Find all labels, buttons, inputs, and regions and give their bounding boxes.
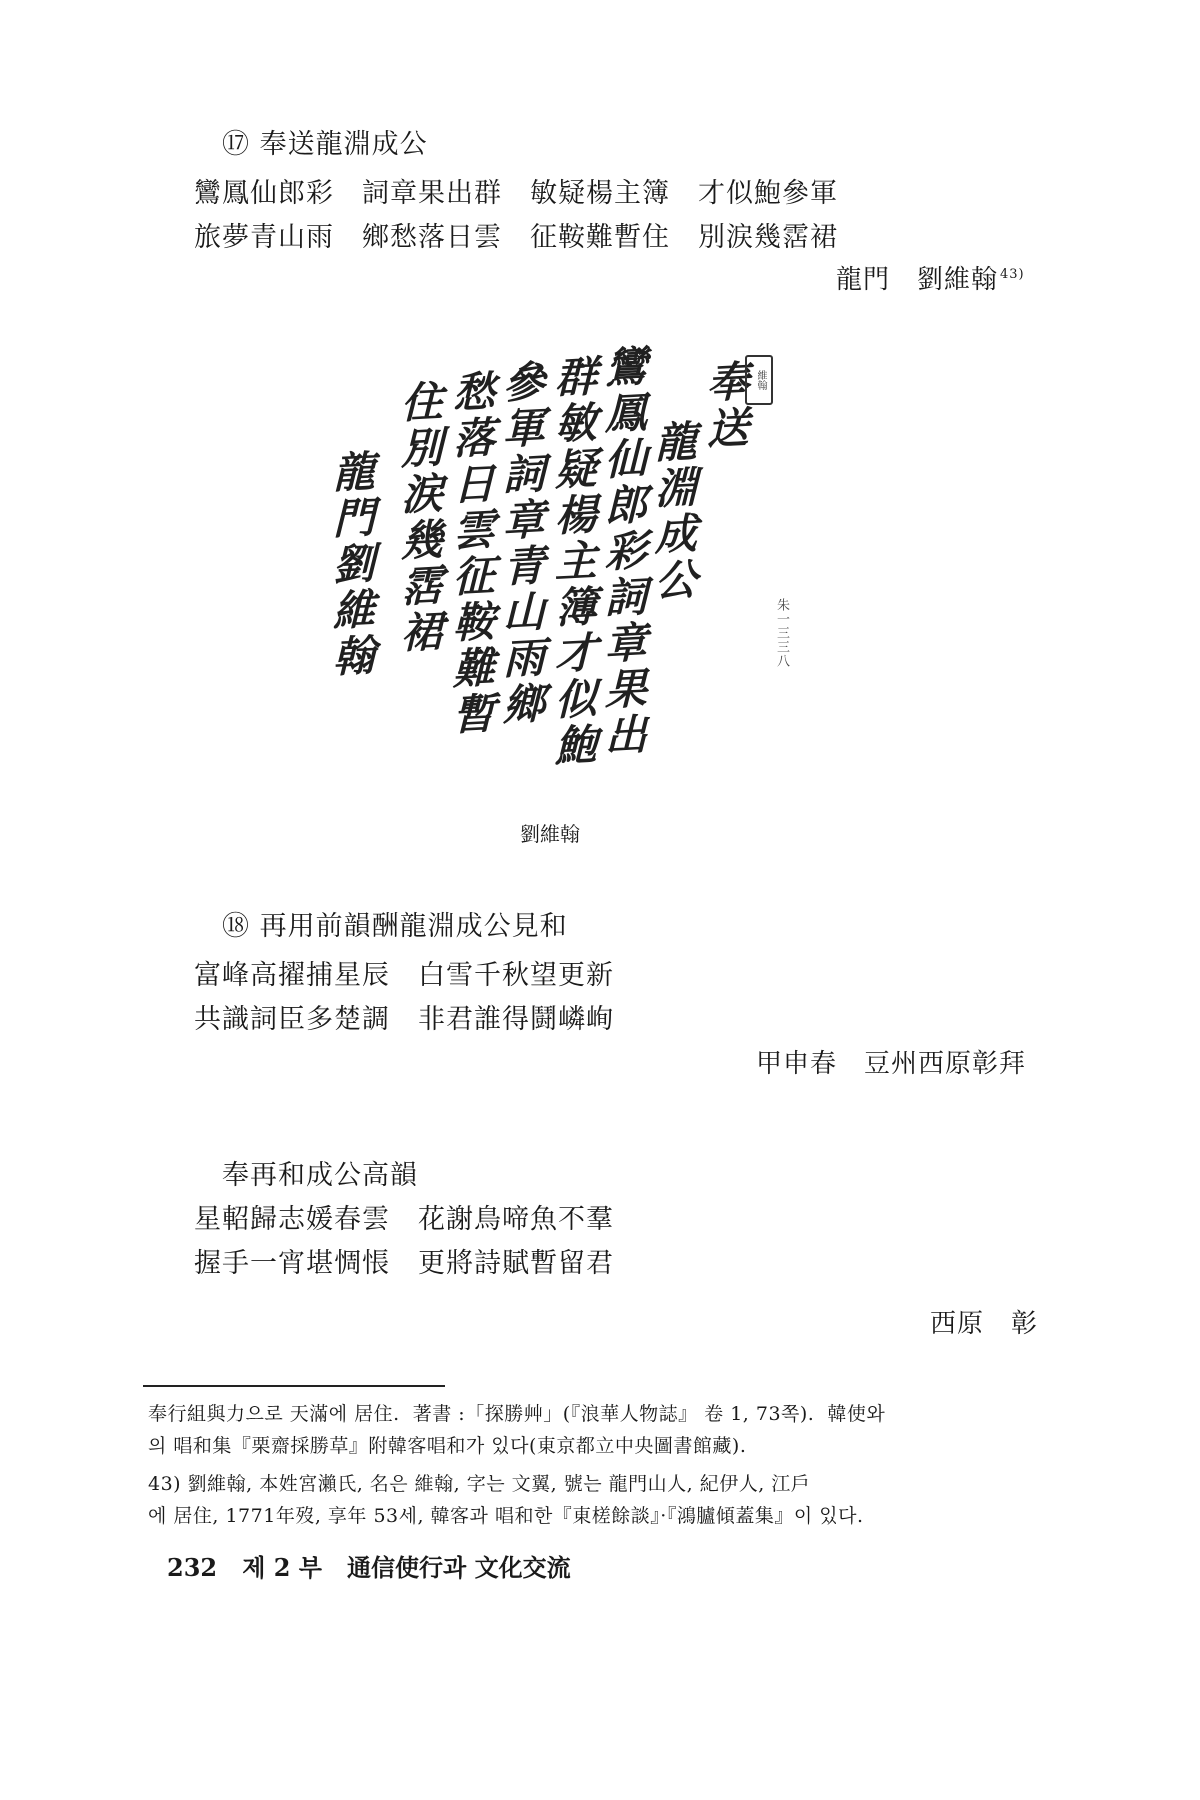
footnote-divider [143,1385,445,1387]
poem17-line-1: 鸞鳳仙郎彩 詞章果出群 敏疑楊主簿 才似鮑參軍 [194,178,838,209]
poem18-line-1: 富峰高擢捕星辰 白雪千秋望更新 [194,960,614,991]
calligraphy-image [300,340,820,780]
footer-title: 通信使行과 文化交流 [347,1553,571,1582]
calligraphy-column-5: 參軍詞章青山雨鄉 [497,358,546,730]
poem17-heading: ⑰ 奉送龍淵成公 [222,129,428,160]
calligraphy-column-4: 群敏疑楊主簿才似鮑 [549,353,598,771]
calligraphy-column-6: 愁落日雲征鞍難暫 [447,368,496,740]
poem19-signature: 西原 彰 [930,1309,1039,1339]
poem18-heading: ⑱ 再用前韻酬龍淵成公見和 [222,911,568,942]
poem19-heading: 奉再和成公高韻 [222,1160,418,1191]
calligraphy-column-2: 龍淵成公 [649,418,698,606]
poem17-line-2: 旅夢青山雨 鄉愁落日雲 征鞍難暫住 別涙幾霑裙 [194,222,838,253]
pencil-annotation: 朱一三三八 [774,598,789,668]
poem18-line-2: 共識詞臣多楚調 非君誰得鬪嶙峋 [194,1004,614,1035]
footnote-continuation-line-1: 奉行組與力으로 天滿에 居住. 著書 :「探勝艸」(『浪華人物誌』 卷 1, 73쪽). 韓使와 [148,1403,886,1425]
figure-caption: 劉維翰 [520,822,580,846]
footer-part: 제 2 부 [242,1553,322,1582]
poem18-signature: 甲申春 豆州西原彰拜 [756,1049,1027,1079]
calligraphy-column-3: 鸞鳳仙郎彩詞章果出 [599,343,648,761]
footnote-continuation-line-2: 의 唱和集『栗齋採勝草』附韓客唱和가 있다(東京都立中央圖書館藏). [148,1435,747,1457]
poem19-line-2: 握手一宵堪惆悵 更將詩賦暫留君 [194,1248,614,1279]
seal-stamp: 維翰 [745,355,773,405]
calligraphy-column-8: 龍門劉維翰 [327,448,376,682]
poem19-line-1: 星軺歸志媛春雲 花謝鳥啼魚不羣 [194,1204,614,1235]
page-number: 232 [167,1553,218,1582]
poem17-signature-text: 龍門 劉維翰 [836,265,999,295]
poem17-signature [836,259,1025,296]
footnote-43-line-1: 43) 劉維翰, 本姓宮瀨氏, 名은 維翰, 字는 文翼, 號는 龍門山人, 紀伊人, 江戶 [148,1473,811,1495]
footnote-ref-43: 43) [1000,267,1025,283]
page-footer [167,1548,571,1583]
calligraphy-column-7: 住別涙幾霑裙 [395,378,444,658]
footnote-43-line-2: 에 居住, 1771年歿, 享年 53세, 韓客과 唱和한『東槎餘談』·『鴻臚傾蓋集』이 있다. [148,1505,864,1527]
calligraphy-column-1: 奉送 [701,358,750,454]
